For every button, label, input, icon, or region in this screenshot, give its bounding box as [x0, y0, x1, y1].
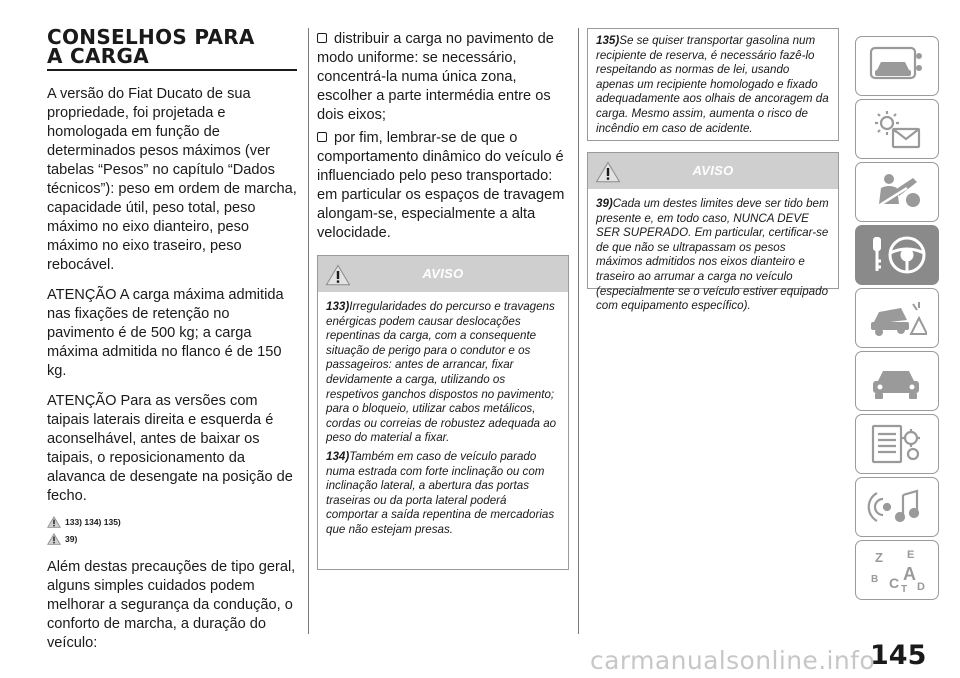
svg-text:D: D — [917, 581, 925, 593]
column-middle — [317, 30, 569, 536]
svg-text:E: E — [907, 549, 915, 561]
svg-text:T: T — [901, 584, 908, 594]
warning-triangle-icon — [47, 533, 61, 545]
chapter-tabs — [855, 36, 939, 603]
tab-technical-data[interactable] — [855, 414, 939, 474]
precautions-paragraph: Além destas precauções de tipo geral, alguns simples cuidados podem melhorar a segurança da condução, o conforto de marcha, a duração do veículo: — [47, 559, 296, 651]
key-steering-wheel-icon — [865, 231, 929, 279]
svg-text:A: A — [903, 564, 916, 584]
tab-safety[interactable] — [855, 162, 939, 222]
warning-box — [317, 255, 569, 570]
warning-title: AVISO — [422, 266, 464, 281]
warning-item-134: 134)Também em caso de veículo parado numa estrada com forte inclinação ou com inclinação lateral, a abertura das portas traseiras ou da porta lateral poderá comportar a saída repentina de mercadorias que não estejam presas. — [326, 449, 555, 536]
checkbox-bullet-icon — [317, 33, 327, 43]
warning-continuation-box: 135)Se se quiser transportar gasolina num recipiente de reserva, é necessário fazê-lo respeitando as normas de lei, usando apenas um recipiente homologado e fixado adequadamente aos olhais de ancoragem da carga. Mesmo assim, aumenta o risco de incêndio em caso de acidente. — [587, 28, 839, 141]
alphabetical-index-icon — [867, 546, 927, 594]
attention-side-panels-paragraph: ATENÇÃO Para as versões com taipais laterais direita e esquerda é aconselhável, antes de baixar os taipais, o reposicionamento da alavanca de desengate na posição de fecho. — [47, 393, 293, 504]
multimedia-icon — [867, 485, 927, 529]
tab-multimedia[interactable] — [855, 477, 939, 537]
tab-starting-driving[interactable] — [855, 225, 939, 285]
warning-lights-icon — [867, 107, 927, 151]
watermark: carmanualsonline.info — [590, 646, 876, 675]
list-item: por fim, lembrar-se de que o comportamento dinâmico do veículo é influenciado pelo peso transportado: em particular os espaços de travagem alongam-se, especialmente a alta velocidade. — [317, 130, 565, 241]
warning-header — [318, 256, 568, 292]
warning-item-39: 39)Cada um destes limites deve ser tido bem presente e, em todo caso, NUNCA DEVE SER SUPERADO. Em particular, certificar-se de que não se ultrapassam os pesos máximos admitidos nos eixos dianteiro e traseiro ao arrumar a carga no veículo (especialmente se o veículo estiver equipado com equipamento específico). — [596, 197, 829, 313]
tab-dashboard[interactable] — [855, 36, 939, 96]
warning-box — [587, 152, 839, 313]
section-heading: CONSELHOS PARA A CARGA — [47, 25, 255, 68]
warning-item-133: 133)Irregularidades do percurso e travagens enérgicas podem causar deslocações repentinas da carga, com a consequente situação de perigo para o condutor e os passageiros: antes de arrancar, fixar devidamente a carga, utilizando os respetivos ganchos dispostos no pavimento; para o bloqueio, utilizar cabos metálicos, cordas ou correias de robustez adequada ao peso do material a fixar. — [326, 300, 557, 445]
car-dashboard-icon — [867, 44, 927, 88]
warning-reference-row[interactable]: 133) 134) 135) — [47, 513, 299, 530]
list-item: distribuir a carga no pavimento de modo uniforme: se necessário, concentrá-la numa única zona, escolher a parte intermédia entre os dois eixos; — [317, 31, 554, 123]
svg-text:B: B — [871, 574, 879, 585]
column-divider — [578, 28, 579, 634]
tab-emergency[interactable] — [855, 288, 939, 348]
heading-rule — [47, 69, 297, 71]
checkbox-bullet-icon — [317, 132, 327, 142]
technical-data-icon — [867, 422, 927, 466]
column-right — [587, 28, 839, 313]
tab-warning-lights[interactable] — [855, 99, 939, 159]
page-number: 145 — [870, 640, 927, 671]
warning-triangle-icon — [47, 516, 61, 528]
warning-body — [318, 292, 568, 545]
warning-body — [588, 189, 838, 321]
car-service-icon — [867, 359, 927, 403]
airbag-seatbelt-icon — [867, 170, 927, 214]
svg-text:C: C — [889, 575, 900, 591]
car-breakdown-icon — [867, 296, 927, 340]
warning-reference-row[interactable]: 39) — [47, 530, 299, 547]
attention-load-paragraph: ATENÇÃO A carga máxima admitida nas fixações de retenção no pavimento é de 500 kg; a carga máxima admitida no flanco é de 150 kg. — [47, 287, 284, 379]
tab-maintenance[interactable] — [855, 351, 939, 411]
intro-paragraph: A versão do Fiat Ducato de sua propriedade, foi projetada e homologada em função de determinados pesos máximos (ver tabelas “Pesos” no capítulo “Dados técnicos”): peso em ordem de marcha, capacidade útil, peso total, peso máximo no eixo dianteiro, peso máximo no eixo traseiro, peso rebocável. — [47, 86, 297, 273]
warning-title: AVISO — [692, 163, 734, 178]
warning-references — [47, 513, 299, 547]
column-divider — [308, 28, 309, 634]
warning-header — [588, 153, 838, 189]
column-left — [47, 25, 299, 653]
tab-index[interactable] — [855, 540, 939, 600]
svg-text:Z: Z — [875, 550, 883, 565]
